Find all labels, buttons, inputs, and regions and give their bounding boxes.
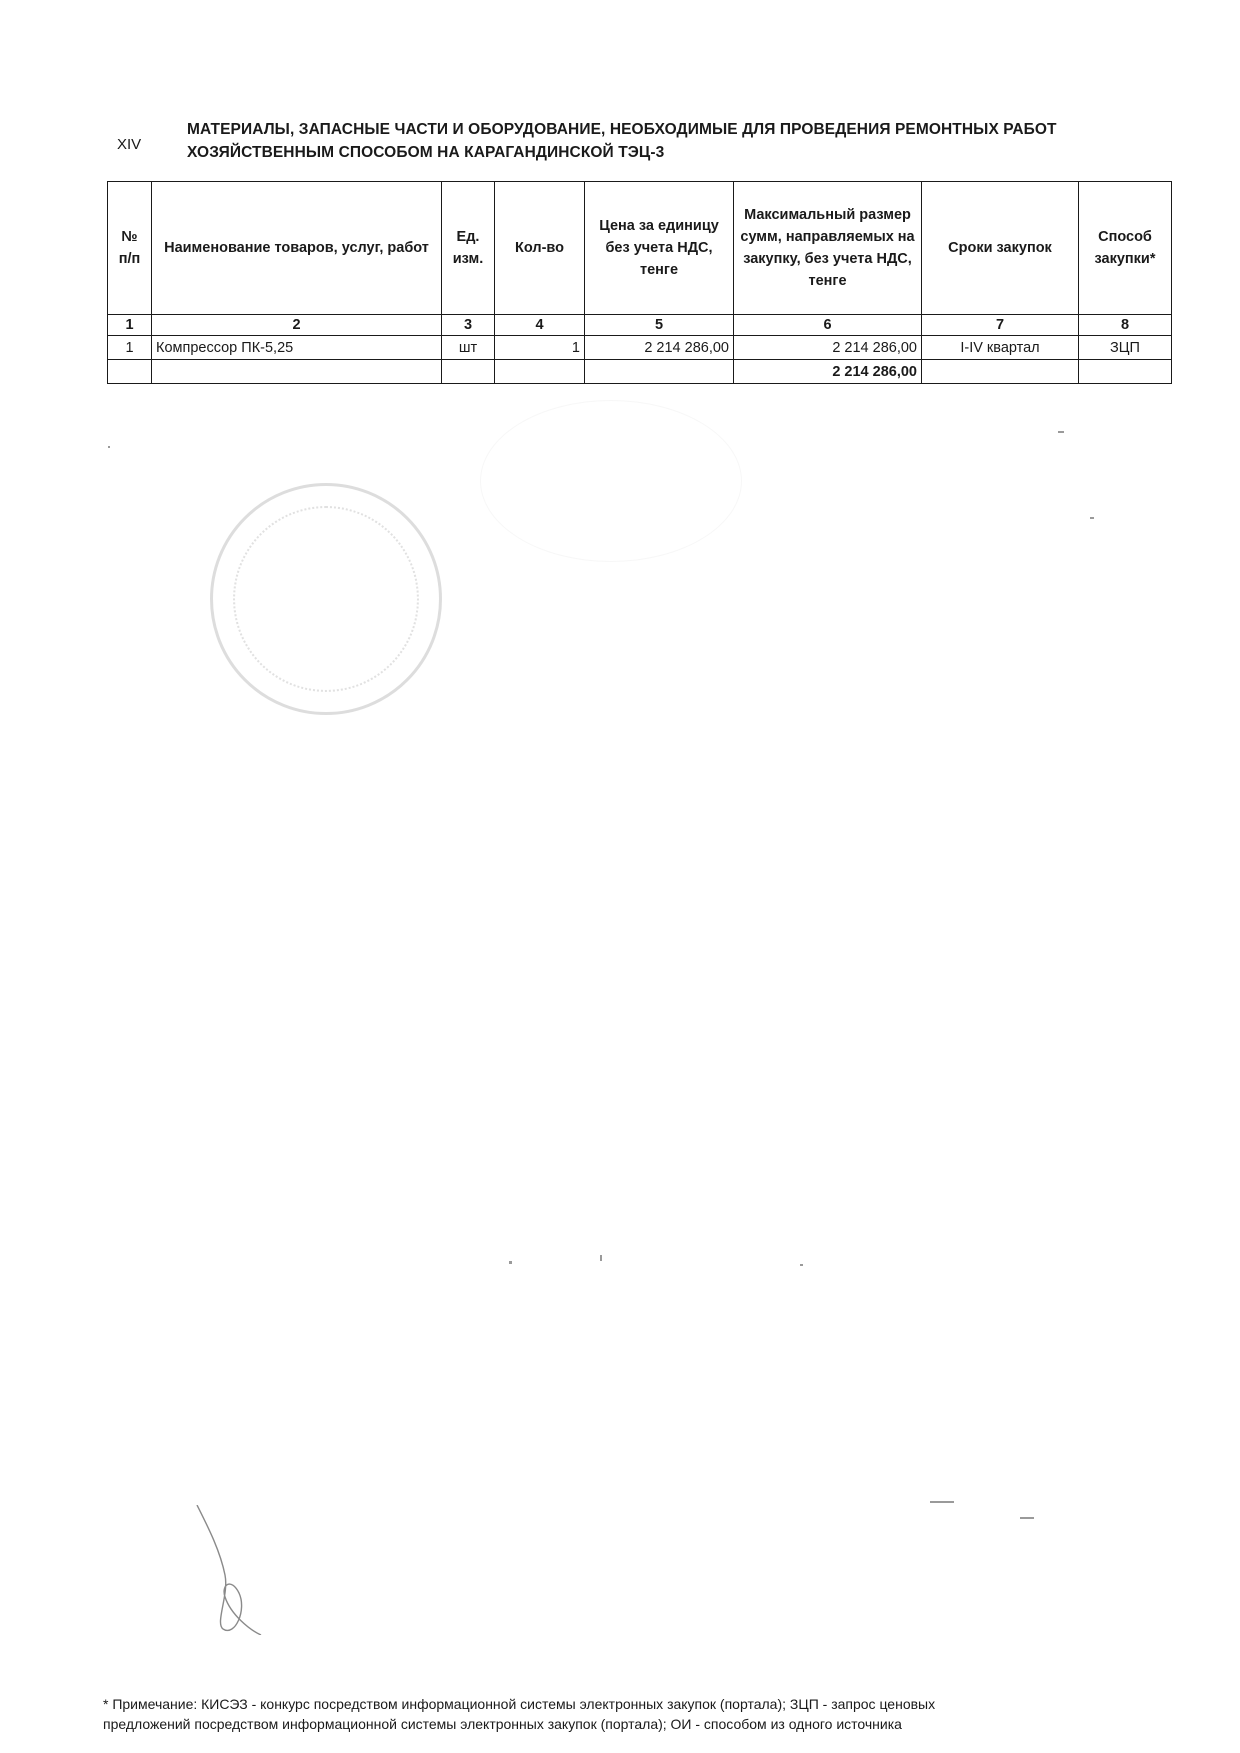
header-unit: Ед. изм. (442, 182, 495, 315)
round-seal-stamp (210, 483, 442, 715)
scan-speck (600, 1255, 602, 1261)
scan-speck (1020, 1517, 1034, 1519)
empty-cell (442, 360, 495, 384)
column-number: 1 (108, 315, 152, 336)
header-period: Сроки закупок (922, 182, 1079, 315)
scan-speck (800, 1264, 803, 1266)
header-method: Способ закупки* (1079, 182, 1172, 315)
row-period: I-IV квартал (922, 336, 1079, 360)
column-number: 5 (585, 315, 734, 336)
header-name: Наименование товаров, услуг, работ (152, 182, 442, 315)
header-max-sum: Максимальный размер сумм, направляемых на закупку, без учета НДС, тенге (734, 182, 922, 315)
empty-cell (152, 360, 442, 384)
section-title (187, 118, 1167, 164)
empty-cell (1079, 360, 1172, 384)
row-item-name: Компрессор ПК-5,25 (152, 336, 442, 360)
header-number: № п/п (108, 182, 152, 315)
column-number: 7 (922, 315, 1079, 336)
column-number: 2 (152, 315, 442, 336)
row-unit-price: 2 214 286,00 (585, 336, 734, 360)
scan-speck (509, 1261, 512, 1264)
section-number: XIV (117, 136, 142, 153)
footnote-line-1: * Примечание: КИСЭЗ - конкурс посредством информационной системы электронных закупок (портала); ЗЦП - запрос ценовых (103, 1696, 936, 1712)
header-unit-price: Цена за единицу без учета НДС, тенге (585, 182, 734, 315)
column-number: 6 (734, 315, 922, 336)
row-max-sum: 2 214 286,00 (734, 336, 922, 360)
empty-cell (108, 360, 152, 384)
scan-speck (108, 446, 110, 448)
scan-speck (930, 1501, 954, 1503)
footnote-line-2: предложений посредством информационной системы электронных закупок (портала); ОИ - способом из одного источника (103, 1716, 902, 1732)
column-number: 4 (495, 315, 585, 336)
table-row (108, 336, 1172, 360)
row-method: ЗЦП (1079, 336, 1172, 360)
column-number: 3 (442, 315, 495, 336)
section-title-line-1: МАТЕРИАЛЫ, ЗАПАСНЫЕ ЧАСТИ И ОБОРУДОВАНИЕ, НЕОБХОДИМЫЕ ДЛЯ ПРОВЕДЕНИЯ РЕМОНТНЫХ РАБОТ (187, 121, 1057, 138)
empty-cell (495, 360, 585, 384)
total-row (108, 360, 1172, 384)
empty-cell (922, 360, 1079, 384)
empty-cell (585, 360, 734, 384)
scan-speck (1058, 431, 1064, 433)
row-number: 1 (108, 336, 152, 360)
section-title-line-2: ХОЗЯЙСТВЕННЫМ СПОСОБОМ НА КАРАГАНДИНСКОЙ ТЭЦ-3 (187, 144, 665, 161)
column-numbers-row (108, 315, 1172, 336)
procurement-table (107, 181, 1172, 384)
footnote (103, 1694, 1153, 1734)
column-number: 8 (1079, 315, 1172, 336)
table-header-row (108, 182, 1172, 315)
row-quantity: 1 (495, 336, 585, 360)
scan-speck (1090, 517, 1094, 519)
total-sum: 2 214 286,00 (734, 360, 922, 384)
header-quantity: Кол-во (495, 182, 585, 315)
faint-stamp-impression (480, 400, 742, 562)
handwritten-signature (195, 1505, 295, 1635)
row-unit: шт (442, 336, 495, 360)
